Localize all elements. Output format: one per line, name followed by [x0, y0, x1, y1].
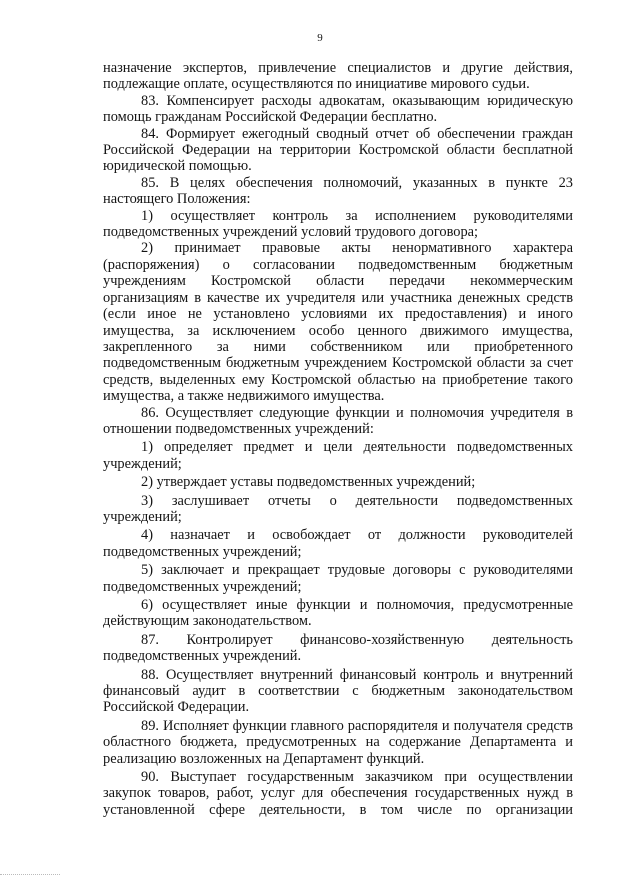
footer-mark: [0, 874, 60, 877]
paragraph-86-item-2: 2) утверждает уставы подведомственных учреждений;: [141, 474, 476, 491]
paragraph-86-item-5: 5) заключает и прекращает трудовые договоры с руководителями подведомственных учреждений;: [103, 562, 573, 595]
paragraph-90: 90. Выступает государственным заказчиком при осуществлении закупок товаров, работ, услуг для обеспечения государственных нужд в установленной сфере деятельности, в том числе по организации: [103, 769, 573, 818]
paragraph-86: 86. Осуществляет следующие функции и полномочия учредителя в отношении подведомственных учреждений:: [103, 404, 573, 437]
paragraph-89: 89. Исполняет функции главного распорядителя и получателя средств областного бюджета, предусмотренных на содержание Департамента и реализацию возложенных на Департамент функций.: [103, 717, 573, 767]
paragraph-84: 84. Формирует ежегодный сводный отчет об обеспечении граждан Российской Федерации на территории Костромской области бесплатной юридической помощью.: [103, 125, 573, 175]
paragraph-86-item-4: 4) назначает и освобождает от должности руководителей подведомственных учреждений;: [103, 527, 573, 560]
paragraph-88: 88. Осуществляет внутренний финансовый контроль и внутренний финансовый аудит в соответствии с бюджетным законодательством Российской Федерации.: [103, 666, 573, 716]
paragraph-87: 87. Контролирует финансово-хозяйственную деятельность подведомственных учреждений.: [103, 631, 573, 665]
paragraph-85: 85. В целях обеспечения полномочий, указанных в пункте 23 настоящего Положения:: [103, 174, 573, 208]
paragraph-86-item-1: 1) определяет предмет и цели деятельности подведомственных учреждений;: [103, 439, 573, 472]
page-number: 9: [317, 32, 323, 44]
paragraph-86-item-3: 3) заслушивает отчеты о деятельности подведомственных учреждений;: [103, 492, 573, 525]
paragraph-continuation: назначение экспертов, привлечение специалистов и другие действия, подлежащие оплате, осуществляются по инициативе мирового судьи.: [103, 60, 573, 93]
paragraph-83: 83. Компенсирует расходы адвокатам, оказывающим юридическую помощь гражданам Российской Федерации бесплатно.: [103, 92, 573, 126]
document-body: [103, 60, 573, 818]
paragraph-86-item-6: 6) осуществляет иные функции и полномочия, предусмотренные действующим законодательством.: [103, 597, 573, 630]
paragraph-85-item-2: 2) принимает правовые акты ненормативного характера (распоряжения) о согласовании подведомственным бюджетным учреждениям Костромской области передачи некоммерческим организациям в качестве их учредителя или участника денежных средств (если иное не установлено условиями их предоставления) и иного имущества, за исключением особо ценного движимого имущества, закрепленного за ними собственником или приобретенного подведомственным бюджетным учреждением Костромской области за счет средств, выделенных ему Костромской областью на приобретение такого имущества, а также недвижимого имущества.: [103, 240, 573, 405]
paragraph-85-item-1: 1) осуществляет контроль за исполнением руководителями подведомственных учреждений условий трудового договора;: [103, 207, 573, 241]
